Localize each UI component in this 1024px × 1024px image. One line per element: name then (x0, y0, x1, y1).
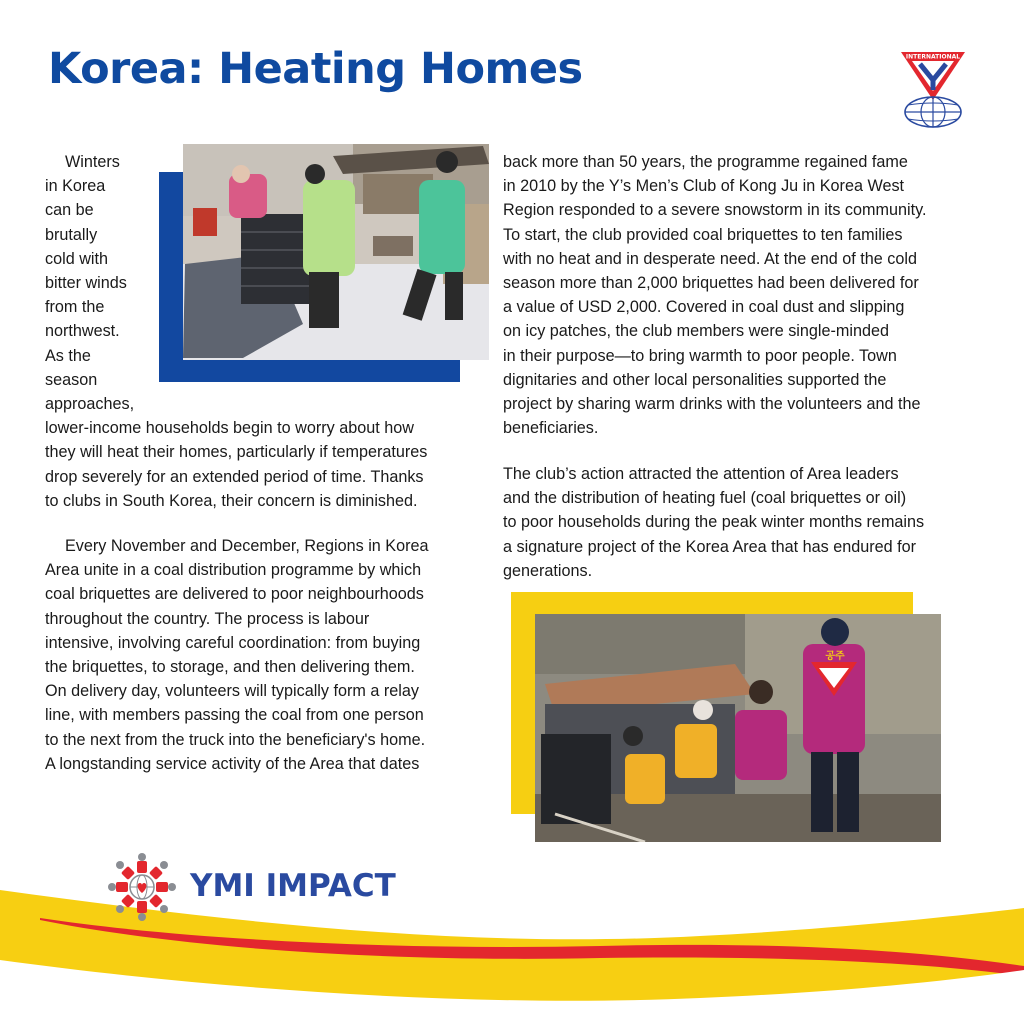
text-line: On delivery day, volunteers will typically form a relay (45, 682, 419, 701)
photo-vest-text: 공주 (825, 651, 845, 662)
text-line: season (45, 370, 98, 389)
text-line: back more than 50 years, the programme regained fame (503, 153, 908, 171)
text-line: a signature project of the Korea Area that has endured for (503, 537, 917, 556)
text-line: season more than 2,000 briquettes had been delivered for (503, 274, 919, 293)
text-line: a value of USD 2,000. Covered in coal dust and slipping (503, 298, 905, 317)
text-line: A longstanding service activity of the Area that dates (45, 754, 420, 773)
article-col2-para2 (503, 462, 924, 583)
text-line: line, with members passing the coal from one person (45, 706, 424, 725)
text-line: to the next from the truck into the beneficiary's home. (45, 730, 426, 749)
text-line: cold with (45, 249, 108, 268)
page-title: Korea: Heating Homes (48, 44, 583, 94)
text-line: from the (45, 298, 105, 317)
text-line: on icy patches, the club members were single-minded (503, 322, 889, 341)
text-line: project by sharing warm drinks with the volunteers and the (503, 395, 921, 414)
text-line: and the distribution of heating fuel (coal briquettes or oil) (503, 489, 907, 508)
ymi-impact-logo-icon (106, 851, 178, 923)
text-line: Every November and December, Regions in Korea (65, 537, 429, 555)
text-line: generations. (503, 561, 593, 580)
text-line: northwest. (45, 322, 120, 341)
text-line: As the (45, 346, 91, 365)
text-line: brutally (45, 225, 98, 244)
text-line: coal briquettes are delivered to poor neighbourhoods (45, 585, 424, 604)
text-line: with no heat and in desperate need. At the end of the cold (503, 249, 917, 268)
ymi-impact-brand: YMI IMPACT (190, 868, 396, 904)
text-line: to clubs in South Korea, their concern is diminished. (45, 491, 418, 510)
text-line: dignitaries and other local personalities supported the (503, 370, 887, 389)
article-col1-para1 (45, 150, 427, 513)
text-line: To start, the club provided coal briquettes to ten families (503, 225, 903, 244)
text-line: throughout the country. The process is labour (45, 609, 370, 628)
text-line: bitter winds (45, 274, 127, 293)
text-line: drop severely for an extended period of time. Thanks (45, 467, 424, 486)
text-line: Area unite in a coal distribution programme by which (45, 561, 422, 580)
text-line: Winters (65, 153, 120, 171)
text-line: the briquettes, to storage, and then delivering them. (45, 658, 415, 677)
article-col2-para1 (503, 150, 926, 440)
article-col1-para2 (45, 534, 429, 776)
text-line: intensive, involving careful coordination: from buying (45, 633, 421, 652)
text-line: Region responded to a severe snowstorm in its community. (503, 201, 927, 220)
text-line: The club’s action attracted the attention of Area leaders (503, 465, 899, 483)
text-line: can be (45, 201, 94, 220)
logo-top-text: INTERNATIONAL (905, 53, 961, 61)
text-line: lower-income households begin to worry about how (45, 419, 414, 438)
text-line: in 2010 by the Y’s Men’s Club of Kong Ju in Korea West (503, 177, 905, 196)
text-line: in their purpose—to bring warmth to poor people. Town (503, 346, 897, 365)
text-line: in Korea (45, 177, 106, 196)
ys-men-international-logo-icon (893, 48, 973, 130)
text-line: beneficiaries. (503, 419, 599, 438)
photo-volunteers-storing-briquettes (535, 614, 941, 842)
text-line: to poor households during the peak winter months remains (503, 513, 925, 532)
text-line: approaches, (45, 395, 135, 414)
text-line: they will heat their homes, particularly if temperatures (45, 443, 428, 462)
